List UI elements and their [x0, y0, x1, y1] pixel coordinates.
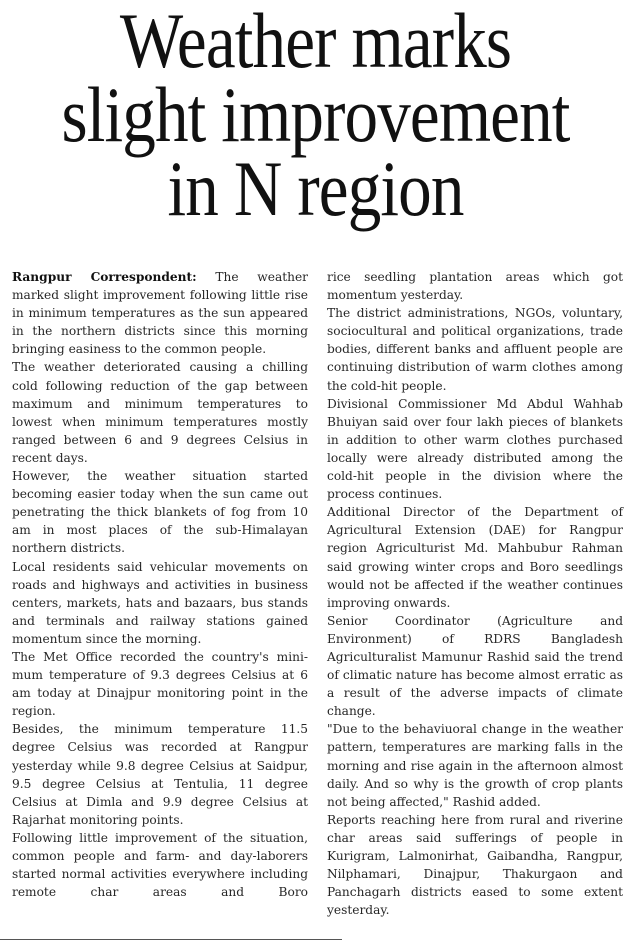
paragraph: Reports reaching here from rural and riverine char areas said sufferings of people in Kurigram, Lalmonirhat, Gaibandha, Rangpur, Nilphamari, Dinajpur, Thakurgaon and Panchagarh districts eased to some extent yesterday.: [327, 812, 623, 918]
headline: [44, 0, 587, 232]
bottom-rule-divider: [0, 939, 342, 940]
headline-line: in N region: [167, 145, 464, 232]
paragraph: Senior Coordinator (Agriculture and Environment) of RDRS Bangladesh Agriculturalist Mamunur Rashid said the trend of climatic nature has become almost erratic as a result of the adverse impacts of climate change.: [327, 613, 623, 719]
paragraph: Divisional Commissioner Md Abdul Wahhab Bhuiyan said over four lakh pieces of blankets in addition to other warm clothes purchased locally were already distributed among the cold-hit people in the division where the process continues.: [327, 396, 623, 502]
paragraph: Local residents said vehicular movements on roads and highways and activities in business centers, markets, hats and bazaars, bus stands and terminals and railway stations gained momentum since the morning.: [12, 559, 308, 646]
paragraph: However, the weather situation started becoming easier today when the sun came out penetrating the thick blankets of fog from 10 am in most places of the sub-Himalayan northern districts.: [12, 469, 308, 556]
headline-line: Weather marks: [119, 0, 512, 84]
article-column-left: [12, 268, 308, 901]
paragraph: "Due to the behaviuoral change in the weather pattern, temperatures are marking falls in the morning and rise again in the afternoon almost daily. And so why is the growth of crop plants not being affected," Rashid added.: [327, 722, 623, 809]
byline: Rangpur Correspondent:: [12, 270, 197, 284]
paragraph: Following little improvement of the situation, common people and farm- and day-laborers started normal activities everywhere including remote char areas and Boro: [12, 830, 308, 900]
paragraph-text: The weather marked slight improvement following little rise in minimum temperatures as the sun appeared in the northern districts since this morning bringing easiness to the common people.: [12, 270, 308, 357]
paragraph: The weather deteriorated causing a chilling cold following reduction of the gap between maximum and minimum temperatures to lowest when minimum temperatures mostly ranged between 6 and 9 degrees Celsius in recent days.: [12, 360, 308, 465]
paragraph: Additional Director of the Department of Agricultural Extension (DAE) for Rangpur region Agriculturist Md. Mahbubur Rahman said growing winter crops and Boro seedlings would not be affected if the weather continues improving onwards.: [327, 505, 623, 610]
headline-line: slight improvement: [61, 71, 570, 158]
paragraph: [12, 268, 308, 358]
paragraph: Besides, the minimum temperature 11.5 degree Celsius was recorded at Rangpur yesterday while 9.8 degree Celsius at Saidpur, 9.5 degree Celsius at Tentulia, 11 degree Celsius at Dimla and 9.9 degree Celsius at Rajarhat monitoring points.: [12, 722, 308, 827]
article-column-right: [327, 268, 623, 919]
paragraph: rice seedling plantation areas which got momentum yesterday.: [327, 270, 623, 303]
paragraph: The district administrations, NGOs, voluntary, sociocultural and political organizations, trade bodies, different banks and affluent people are continuing distribution of warm clothes among the cold-hit people.: [327, 306, 623, 393]
paragraph: The Met Office recorded the country's minimum temperature of 9.3 degrees Celsius at 6 am today at Dinajpur monitoring point in the region.: [12, 649, 308, 719]
